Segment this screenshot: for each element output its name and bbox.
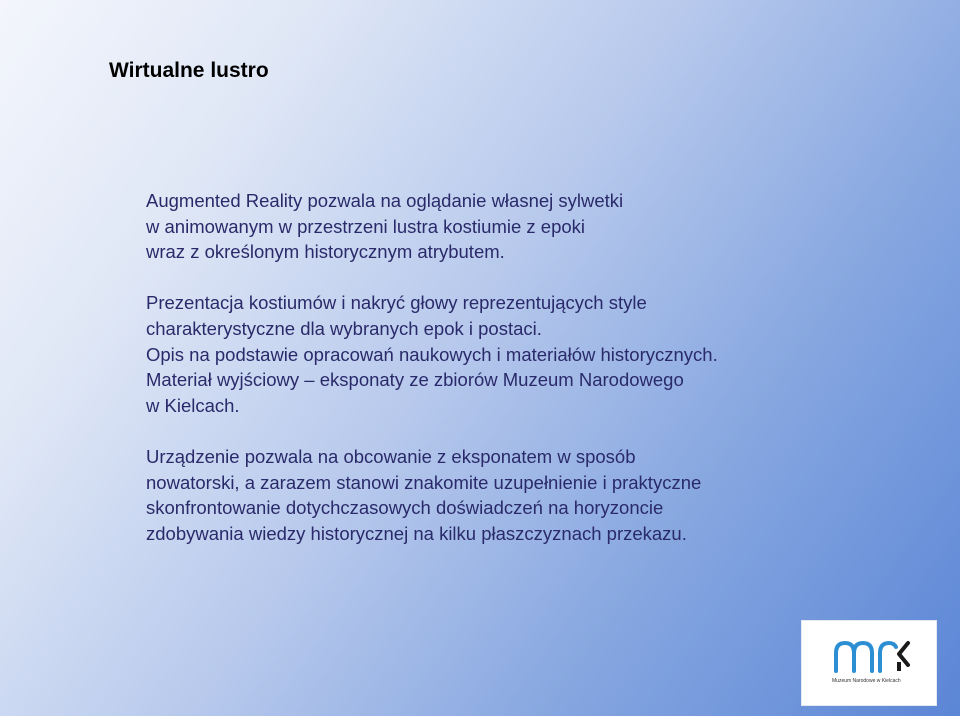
paragraph-line: w Kielcach. (146, 394, 240, 416)
paragraph-2 (146, 290, 866, 418)
paragraph-line: charakterystyczne dla wybranych epok i postaci. (146, 317, 542, 339)
paragraph-line: Augmented Reality pozwala na oglądanie własnej sylwetki (146, 190, 624, 211)
paragraph-line: skonfrontowanie dotychczasowych doświadczeń na horyzoncie (146, 497, 664, 519)
museum-logo-caption: Muzeum Narodowe w Kielcach (832, 678, 901, 684)
paragraph-line: zdobywania wiedzy historycznej na kilku płaszczyznach przekazu. (146, 522, 687, 544)
paragraph-line: wraz z określonym historycznym atrybutem. (146, 241, 505, 263)
paragraph-line: nowatorski, a zarazem stanowi znakomite uzupełnienie i praktyczne (146, 471, 702, 493)
paragraph-line: Materiał wyjściowy – eksponaty ze zbiorów Muzeum Narodowego (146, 369, 684, 391)
slide-title: Wirtualne lustro (109, 59, 269, 82)
slide-body (146, 188, 866, 572)
museum-logo (801, 620, 937, 706)
paragraph-3 (146, 444, 866, 546)
paragraph-line: Urządzenie pozwala na obcowanie z eksponatem w sposób (146, 445, 636, 467)
paragraph-line: Opis na podstawie opracowań naukowych i materiałów historycznych. (146, 343, 718, 365)
paragraph-line: w animowanym w przestrzeni lustra kostiumie z epoki (146, 215, 586, 237)
paragraph-line: Prezentacja kostiumów i nakryć głowy reprezentujących style (146, 292, 647, 314)
paragraph-1 (146, 188, 866, 265)
museum-logo-icon (832, 637, 912, 675)
